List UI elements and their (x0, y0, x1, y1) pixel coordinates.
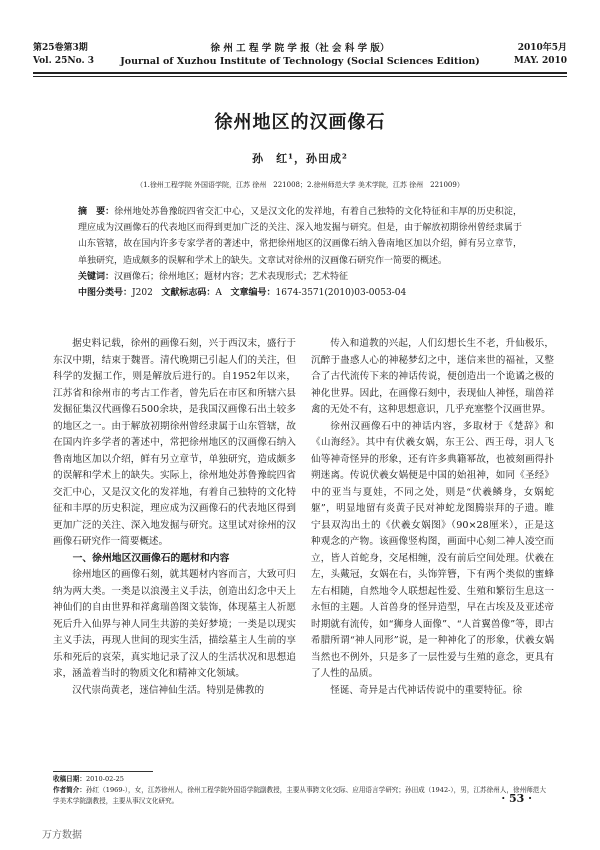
watermark: 万方数据 (42, 830, 82, 841)
journal-name-cn: 徐 州 工 程 学 院 学 报（社 会 科 学 版） (210, 43, 390, 54)
author-bio (53, 785, 547, 807)
issue-date (514, 42, 567, 68)
abstract (78, 204, 522, 269)
article-id-label: 文章编号： (230, 287, 276, 298)
article-id-value: 1674-3571(2010)03-0053-04 (275, 287, 407, 298)
paragraph: 传入和道教的兴起，人们幻想长生不老，升仙极乐，沉醉于蛊惑人心的神秘梦幻之中，迷信来世的福祉，又整合了古代流传下来的神话传说，便创造出一个诡谲之极的神化世界。因此，在画像石刻中，表现仙人神怪，瑞兽祥禽的无处不有，这种思想意识，几乎充塞整个汉画世界。 (311, 338, 554, 415)
journal-name-en: Journal of Xuzhou Institute of Technology (Social Sciences Edition) (120, 56, 480, 67)
page-number: · 53 · (501, 792, 532, 805)
paragraph: 据史料记载，徐州的画像石刻，兴于西汉末，盛行于东汉中期，结束于魏晋。清代晚期已引起人们的关注，但科学的发掘工作，则是解放后进行的。自1952年以来，江苏省和徐州市的考古工作者，曾先后在市区和所辖六县发掘征集汉代画像石500余块，是我国汉画像石出土较多的地区之一。由于解放初期徐州曾经隶属于山东管辖，故在国内许多学者的著述中，常把徐州地区的汉画像石纳入鲁南地区加以介绍，鲜有另立章节，单独研究，造成颇多的误解和学术上的缺失。实际上，徐州地处苏鲁豫皖四省交汇中心，又是汉文化的发祥地，有着自己独特的文化特征和丰厚的历史积淀，理应成为汉画像石的代表地区得到更加广泛的关注、深入地发掘与研究。这里试对徐州的汉画像石研究作一简要概述。 (53, 338, 296, 547)
article-title: 徐州地区的汉画像石 (214, 112, 386, 133)
keywords (78, 269, 522, 285)
classification-line (78, 285, 522, 301)
header-rule-thin (33, 76, 567, 77)
author-bio-label: 作者简介： (53, 786, 86, 794)
article-authors: 孙 红¹，孙田成² (252, 152, 348, 165)
footnotes (53, 774, 547, 807)
clc-label: 中图分类号： (78, 287, 133, 298)
received-label: 收稿日期： (53, 775, 86, 783)
footnote-rule (53, 771, 153, 772)
abstract-block (78, 204, 522, 301)
body-column-right (311, 336, 554, 699)
volume-cn: 第25卷第3期 (33, 43, 88, 53)
received-value: 2010-02-25 (85, 775, 124, 783)
keywords-label: 关键词： (78, 271, 115, 282)
running-header (33, 42, 567, 76)
issue-date-en: MAY. 2010 (513, 56, 567, 66)
abstract-text: 徐州地处苏鲁豫皖四省交汇中心，又是汉文化的发祥地，有着自己独特的文化特征和丰厚的历史积淀，理应成为汉画像石的代表地区而得到更加广泛的关注、深入地发掘与研究。但是，由于解放初期徐州曾经隶属于山东管辖，故在国内许多专家学者的著述中，常把徐州地区的汉画像石纳入鲁南地区加以介绍，鲜有另立章节，单独研究，造成颇多的误解和学术上的缺失。文章试对徐州的汉画像石研究作一简要的概述。 (78, 207, 522, 266)
author-affiliations: （1.徐州工程学院 外国语学院，江苏 徐州 221008；2.徐州师范大学 美术学院，江苏 徐州 221009） (136, 181, 464, 189)
paragraph: 徐州地区的画像石刻，就其题材内容而言，大致可归纳为两大类。一类是以浪漫主义手法，创造出幻念中天上神仙们的自由世界和祥禽瑞兽图文装饰，体现墓主人祈愿死后升入仙界与神人同生共游的美好梦境；一类是以现实主义手法，再现人世间的现实生活，描绘墓主人生前的享乐和死后的哀荣，真实地记录了汉人的生活状况和思想追求，涵盖着当时的物质文化和精神文化领域。 (53, 569, 296, 679)
section-heading: 一、徐州地区汉画像石的题材和内容 (72, 552, 230, 564)
paragraph: 怪诞、奇异是古代神话传说中的重要特征。徐 (330, 684, 523, 696)
doc-code-value: A (215, 287, 222, 298)
body-column-left (53, 336, 296, 699)
paragraph: 汉代崇尚黄老，迷信神仙生活。特别是佛教的 (72, 684, 265, 696)
abstract-label: 摘 要： (78, 207, 115, 217)
author-bio-text: 孙红（1969-），女，江苏徐州人，徐州工程学院外国语学院副教授，主要从事跨文化交际、应用语言学研究；孙田成（1942-），男，江苏徐州人，徐州师范大学美术学院副教授，主要从事汉文化研究。 (53, 786, 546, 805)
header-rule-thick (33, 72, 567, 74)
doc-code-label: 文献标志码： (161, 287, 216, 298)
issue-date-cn: 2010年5月 (517, 43, 567, 53)
volume-en: Vol. 25No. 3 (33, 56, 94, 66)
journal-name (33, 42, 567, 68)
clc-value: J202 (132, 287, 153, 298)
keywords-text: 汉画像石；徐州地区；题材内容；艺术表现形式；艺术特征 (114, 271, 349, 282)
paragraph: 徐州汉画像石中的神话内容，多取材于《楚辞》和《山海经》。其中有伏羲女娲，东王公、西王母，羽人飞仙等神奇怪异的形象，还有许多典籍幂故，也被刻画得扑朔迷离。传说伏羲女娲便是中国的始祖神，如同《圣经》中的亚当与夏娃，不同之处，则是“伏羲鳞身，女娲蛇躯”，明显地留有炎黄子民对神蛇龙图腾崇拜的子遗。睢宁县双沟出土的《伏羲女娲图》（90×28厘米），正是这种观念的产物。该画像竖构图，画面中心刻二神人凌空而立，皆人首蛇身，交尾相缠，没有前后空间处理。伏羲在左，头戴冠，女娲在右，头饰笄簪，下有两个类似的蜜蜂左右相随，自然地令人联想起性爱、生殖和繁衍生息这一永恒的主题。人首兽身的怪异造型，早在古埃及及亚述帝时期就有流传，如“狮身人面像”、“人首翼兽像”等，即古希腊所谓“神人同形”说，是一种神化了的形象，伏羲女娲当然也不例外，只是多了一层性爱与生殖的意念，更具有了人性的品质。 (311, 420, 554, 679)
received-date (53, 774, 547, 785)
